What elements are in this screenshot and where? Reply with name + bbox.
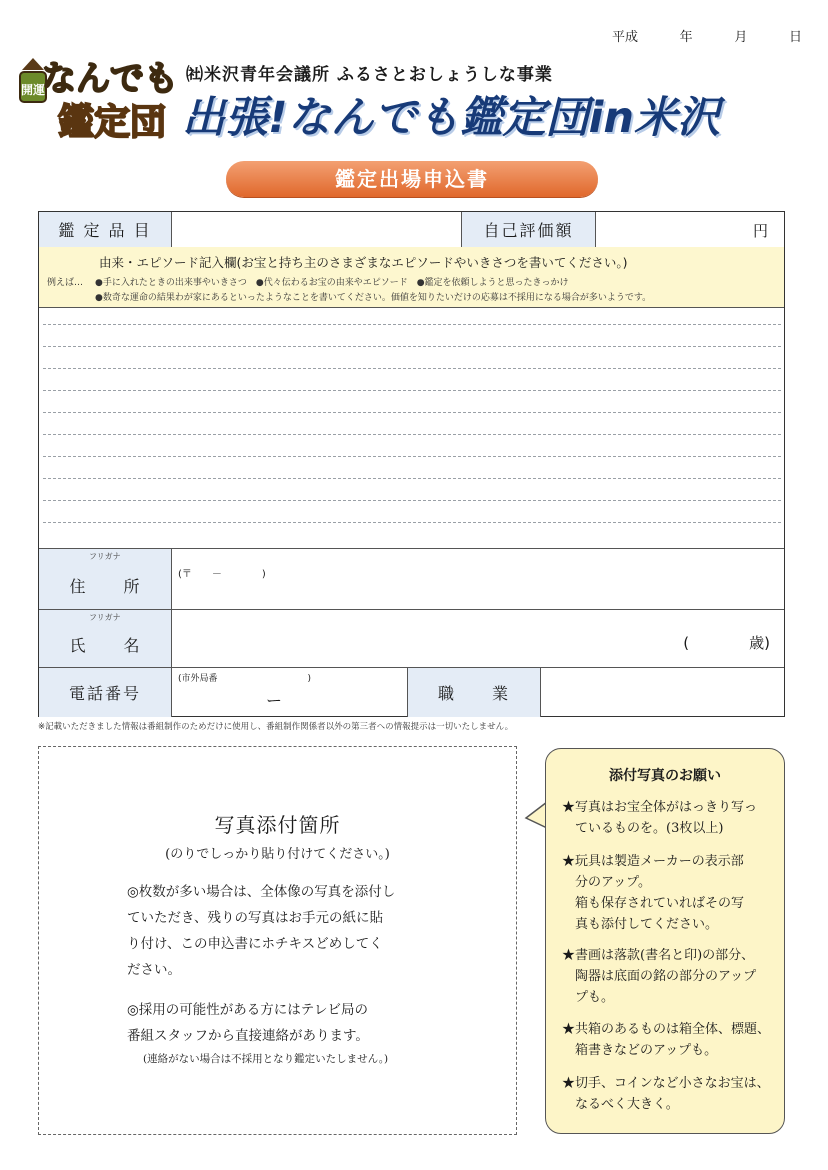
request-line: 真も添付してください。 bbox=[562, 917, 719, 932]
address-label: 住 所 bbox=[69, 576, 142, 596]
request-line: ★玩具は製造メーカーの表示部 bbox=[562, 854, 744, 869]
date-year: 年 bbox=[679, 30, 693, 45]
example-line-1: ●手に入れたときの出来事やいきさつ ●代々伝わるお宝の由来やエピソード ●鑑定を依頼しようと思ったきっかけ bbox=[95, 278, 569, 288]
request-line: なるべく大きく。 bbox=[562, 1097, 679, 1112]
request-line: ているものを。(3枚以上) bbox=[562, 821, 724, 836]
name-field[interactable] bbox=[172, 610, 784, 667]
job-label: 職 業 bbox=[407, 668, 541, 717]
example-prefix: 例えば… bbox=[47, 278, 84, 288]
name-furigana-label: フリガナ bbox=[89, 613, 121, 622]
photo-p1-line: ◎枚数が多い場合は、全体像の写真を添付し bbox=[127, 884, 396, 900]
date-era: 平成 bbox=[612, 30, 639, 45]
example-line-2: ●数奇な運命の結果わが家にあるといったようなことを書いてください。価値を知りたいだけの応募は不採用になる場合が多いようです。 bbox=[95, 293, 652, 303]
photo-title: 写真添付箇所 bbox=[214, 813, 341, 837]
photo-request-box bbox=[545, 748, 785, 1134]
item-label: 鑑 定 品 目 bbox=[39, 212, 172, 247]
request-line: 陶器は底面の銘の部分のアップ bbox=[562, 969, 757, 984]
episode-writing-area[interactable] bbox=[39, 308, 784, 548]
request-line: 分のアップ。 bbox=[562, 875, 652, 890]
photo-paragraph-2 bbox=[127, 997, 369, 1049]
address-field[interactable] bbox=[172, 549, 784, 609]
request-line: ★共箱のあるものは箱全体、標題、 bbox=[562, 1022, 771, 1037]
request-line: プも。 bbox=[562, 990, 615, 1005]
request-line: 箱書きなどのアップも。 bbox=[562, 1043, 718, 1058]
organizer-line: ㈳米沢青年会議所 ふるさとおしょうしな事業 bbox=[186, 65, 553, 85]
photo-paragraph-1 bbox=[127, 879, 395, 983]
request-line: ★書画は落款(書名と印)の部分、 bbox=[562, 948, 755, 963]
request-line: ★写真はお宝全体がはっきり写っ bbox=[562, 800, 758, 815]
form-subtitle: 鑑定出場申込書 bbox=[226, 161, 598, 197]
request-item bbox=[562, 797, 776, 839]
postal-code: (〒 － ) bbox=[178, 569, 266, 580]
self-eval-label: 自己評価額 bbox=[461, 212, 596, 247]
date-month: 月 bbox=[734, 30, 748, 45]
svg-text:なんでも: なんでも bbox=[42, 59, 178, 99]
photo-p2-line: 番組スタッフから直接連絡があります。 bbox=[127, 1028, 369, 1044]
photo-attach-area[interactable] bbox=[38, 746, 517, 1135]
request-title: 添付写真のお願い bbox=[609, 768, 721, 784]
request-line: ★切手、コインなど小さなお宝は、 bbox=[562, 1076, 770, 1091]
photo-p1-line: ていただき、残りの写真はお手元の紙に貼 bbox=[127, 910, 383, 926]
request-item bbox=[562, 945, 776, 1008]
photo-note: (連絡がない場合は不採用となり鑑定いたしません。) bbox=[143, 1053, 389, 1065]
photo-p2-line: ◎採用の可能性がある方にはテレビ局の bbox=[127, 1002, 369, 1018]
svg-text:開運: 開運 bbox=[20, 83, 46, 97]
episode-header-box bbox=[39, 247, 784, 307]
request-item bbox=[562, 851, 776, 935]
address-label-cell bbox=[39, 549, 172, 609]
area-code: (市外局番 ) bbox=[178, 674, 312, 684]
privacy-footnote: ※記載いただきました情報は番組制作のためだけに使用し、番組制作関係者以外の第三者への情報提示は一切いたしません。 bbox=[38, 722, 514, 732]
phone-field[interactable] bbox=[172, 668, 407, 717]
svg-text:鑑定団: 鑑定団 bbox=[57, 102, 167, 140]
item-field[interactable] bbox=[172, 212, 461, 247]
photo-subtitle: (のりでしっかり貼り付けてください。) bbox=[165, 847, 390, 862]
photo-p1-line: ださい。 bbox=[127, 962, 181, 978]
yen-unit: 円 bbox=[752, 222, 768, 240]
episode-header: 由来・エピソード記入欄(お宝と持ち主のさまざまなエピソードやいきさつを書いてください。) bbox=[99, 255, 628, 270]
application-form bbox=[38, 211, 785, 717]
name-label: 氏 名 bbox=[69, 635, 142, 655]
main-title: 出張!なんでも鑑定団in米沢 bbox=[182, 93, 720, 143]
request-line: 箱も保存されていればその写 bbox=[562, 896, 745, 911]
photo-p1-line: り付け、この申込書にホチキスどめしてく bbox=[127, 936, 383, 952]
date-day: 日 bbox=[788, 30, 802, 45]
age-field: ( 歳) bbox=[683, 634, 770, 652]
address-furigana-label: フリガナ bbox=[89, 552, 121, 561]
kanteidan-logo bbox=[18, 48, 178, 140]
phone-label: 電話番号 bbox=[39, 668, 172, 717]
name-label-cell bbox=[39, 610, 172, 667]
phone-dash: ー bbox=[266, 691, 283, 710]
request-item bbox=[562, 1019, 776, 1061]
date-line bbox=[612, 26, 802, 45]
self-eval-field[interactable] bbox=[596, 212, 784, 247]
request-item bbox=[562, 1073, 776, 1115]
job-field[interactable] bbox=[541, 668, 784, 717]
